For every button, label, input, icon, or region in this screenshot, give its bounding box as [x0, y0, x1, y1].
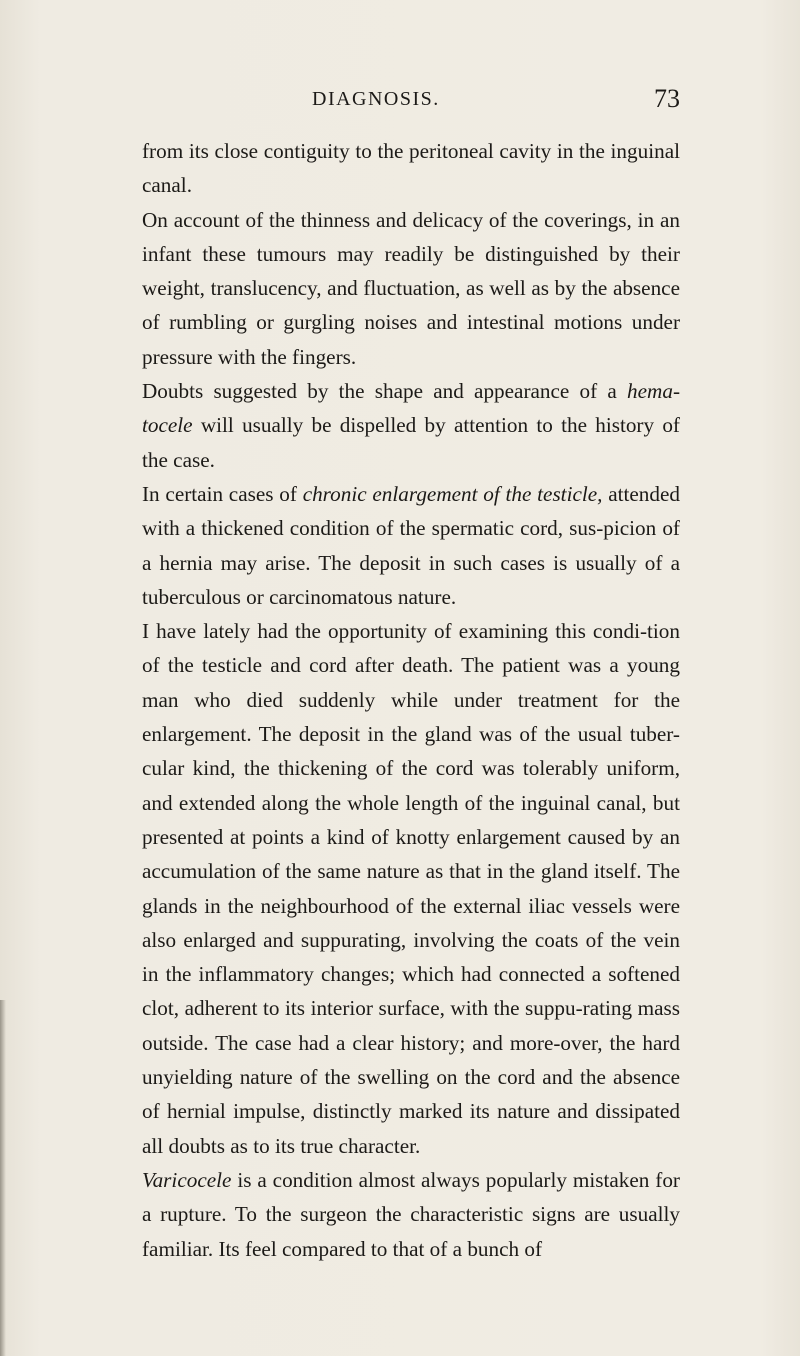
italic-term: hema-tocele: [142, 379, 680, 438]
italic-term: Varicocele: [142, 1167, 232, 1192]
body-text: [142, 134, 680, 1266]
italic-term: chronic enlargement of the testicle,: [302, 481, 603, 506]
text-run: is a condition almost always popularly mistaken for a rupture. To the surgeon the characteristic signs are usually familiar. Its feel compared to that of a bunch of: [142, 1167, 680, 1261]
text-run: will usually be dispelled by attention to the history of the case.: [142, 413, 680, 472]
text-run: On account of the thinness and delicacy of the coverings, in an infant these tumours may readily be distinguished by their weight, translucency, and fluctuation, as well as by the absence of rumbling or gurgling noises and intestinal motions under pressure with the fingers.: [142, 207, 680, 369]
page-number: 73: [654, 84, 680, 113]
paragraph: [142, 1163, 680, 1266]
paragraph: [142, 203, 680, 374]
text-run: from its close contiguity to the peritoneal cavity in the inguinal canal.: [142, 139, 680, 198]
paragraph: [142, 374, 680, 477]
paragraph: [142, 614, 680, 1163]
running-header: [142, 84, 680, 120]
text-run: attended with a thickened condition of the spermatic cord, sus-picion of a hernia may arise. The deposit in such cases is usually of a tuberculous or carcinomatous nature.: [142, 481, 680, 609]
paragraph: [142, 134, 680, 203]
paragraph: [142, 477, 680, 614]
running-title: DIAGNOSIS.: [312, 88, 440, 110]
page-edge-shadow: [0, 1000, 6, 1356]
text-run: I have lately had the opportunity of examining this condi-tion of the testicle and cord after death. The patient was a young man who died suddenly while under treatment for the enlargement. The deposit in the gland was of the usual tuber-cular kind, the thickening of the cord was tolerably uniform, and extended along the whole length of the inguinal canal, but presented at points a kind of knotty enlargement caused by an accumulation of the same nature as that in the gland itself. The glands in the neighbourhood of the external iliac vessels were also enlarged and suppurating, involving the coats of the vein in the inflammatory changes; which had connected a softened clot, adherent to its interior surface, with the suppu-rating mass outside. The case had a clear history; and more-over, the hard unyielding nature of the swelling on the cord and the absence of hernial impulse, distinctly marked its nature and dissipated all doubts as to its true character.: [142, 619, 680, 1158]
text-run: In certain cases of: [142, 481, 303, 506]
text-run: Doubts suggested by the shape and appearance of a: [142, 379, 628, 404]
